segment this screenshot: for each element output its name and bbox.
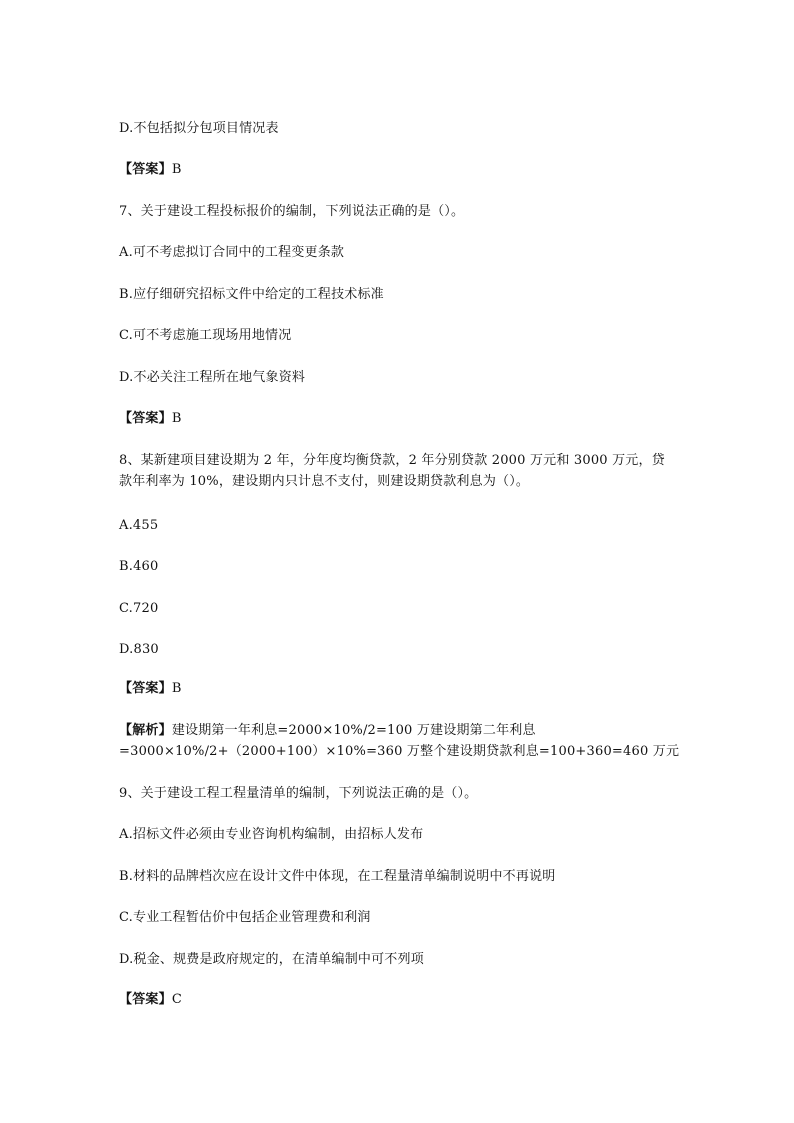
option-a-q9: A.招标文件必须由专业咨询机构编制，由招标人发布 (119, 827, 424, 842)
option-a-q8: A.455 (119, 518, 159, 533)
option-d-q9: D.税金、规费是政府规定的，在清单编制中可不列项 (119, 952, 424, 967)
question-8-line-2: 款年利率为 10%，建设期内只计息不支付，则建设期贷款利息为（）。 (119, 474, 530, 489)
explanation-text: 建设期第一年利息=2000×10%/2=100 万建设期第二年利息 (171, 723, 536, 738)
answer-value: B (171, 411, 182, 426)
answer-q6 (119, 162, 182, 178)
question-9: 9、关于建设工程工程量清单的编制，下列说法正确的是（）。 (119, 786, 478, 801)
option-d-q7: D.不必关注工程所在地气象资料 (119, 370, 306, 385)
answer-label: 【答案】 (119, 992, 172, 1007)
option-c-q9: C.专业工程暂估价中包括企业管理费和利润 (119, 910, 371, 925)
answer-value: C (171, 992, 182, 1007)
answer-label: 【答案】 (119, 681, 172, 696)
option-b-q7: B.应仔细研究招标文件中给定的工程技术标准 (119, 287, 384, 302)
answer-q7 (119, 411, 182, 427)
answer-value: B (171, 681, 182, 696)
explanation-q8-line-1 (119, 723, 536, 739)
answer-q9 (119, 992, 182, 1008)
answer-label: 【答案】 (119, 411, 172, 426)
option-d-q8: D.830 (119, 642, 159, 657)
question-7: 7、关于建设工程投标报价的编制，下列说法正确的是（）。 (119, 204, 465, 219)
explanation-q8-line-2: =3000×10%/2+（2000+100）×10%=360 万整个建设期贷款利息=100+360=460 万元 (119, 744, 680, 759)
answer-value: B (171, 162, 182, 177)
explanation-label: 【解析】 (119, 723, 172, 738)
option-c-q8: C.720 (119, 601, 159, 616)
option-b-q8: B.460 (119, 559, 159, 574)
option-b-q9: B.材料的品牌档次应在设计文件中体现，在工程量清单编制说明中不再说明 (119, 869, 556, 884)
option-c-q7: C.可不考虑施工现场用地情况 (119, 328, 292, 343)
answer-q8 (119, 681, 182, 697)
option-a-q7: A.可不考虑拟订合同中的工程变更条款 (119, 245, 345, 260)
answer-label: 【答案】 (119, 162, 172, 177)
option-d-q6: D.不包括拟分包项目情况表 (119, 121, 279, 136)
question-8-line-1: 8、某新建项目建设期为 2 年，分年度均衡贷款，2 年分别贷款 2000 万元和 3000 万元，贷 (119, 453, 665, 468)
